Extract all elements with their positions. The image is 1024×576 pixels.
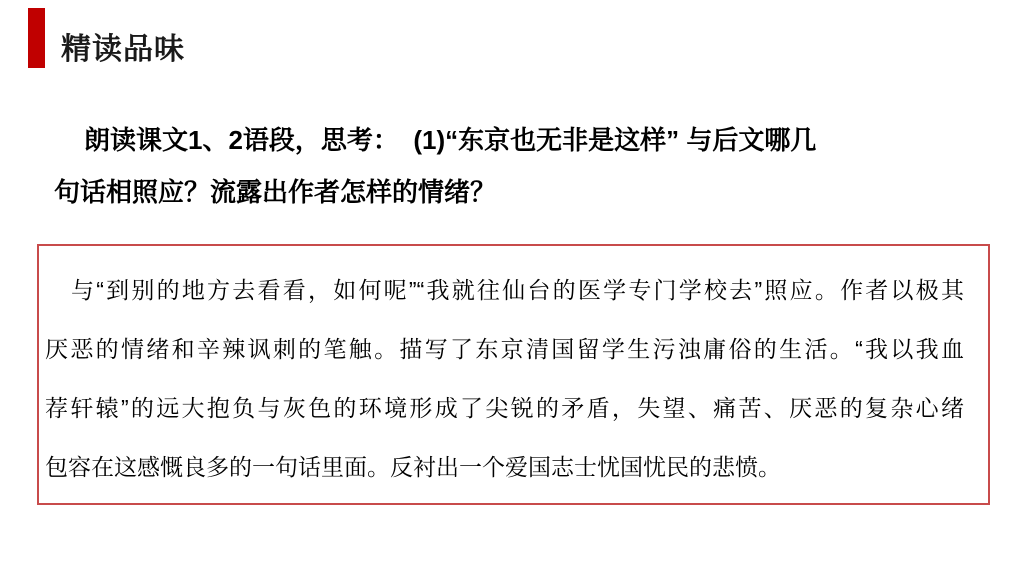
answer-line-2: 厌恶的情绪和辛辣讽刺的笔触。描写了东京清国留学生污浊庸俗的生活。“我以我血 [45, 336, 964, 362]
question-text [54, 114, 954, 218]
question-line-2: 句话相照应？流露出作者怎样的情绪？ [54, 177, 497, 207]
answer-box [37, 244, 990, 505]
answer-line-4: 包容在这感慨良多的一句话里面。反衬出一个爱国志士忧国忧民的悲愤。 [45, 454, 781, 480]
answer-line-3: 荐轩辕”的远大抱负与灰色的环境形成了尖锐的矛盾，失望、痛苦、厌恶的复杂心绪 [45, 395, 964, 421]
title-accent-bar [28, 8, 45, 68]
answer-line-1: 与“到别的地方去看看，如何呢”“我就往仙台的医学专门学校去”照应。作者以极其 [71, 277, 964, 303]
page-title: 精读品味 [61, 33, 185, 66]
question-line-1: 朗读课文1、2语段，思考： (1)“东京也无非是这样” 与后文哪几 [84, 125, 817, 155]
